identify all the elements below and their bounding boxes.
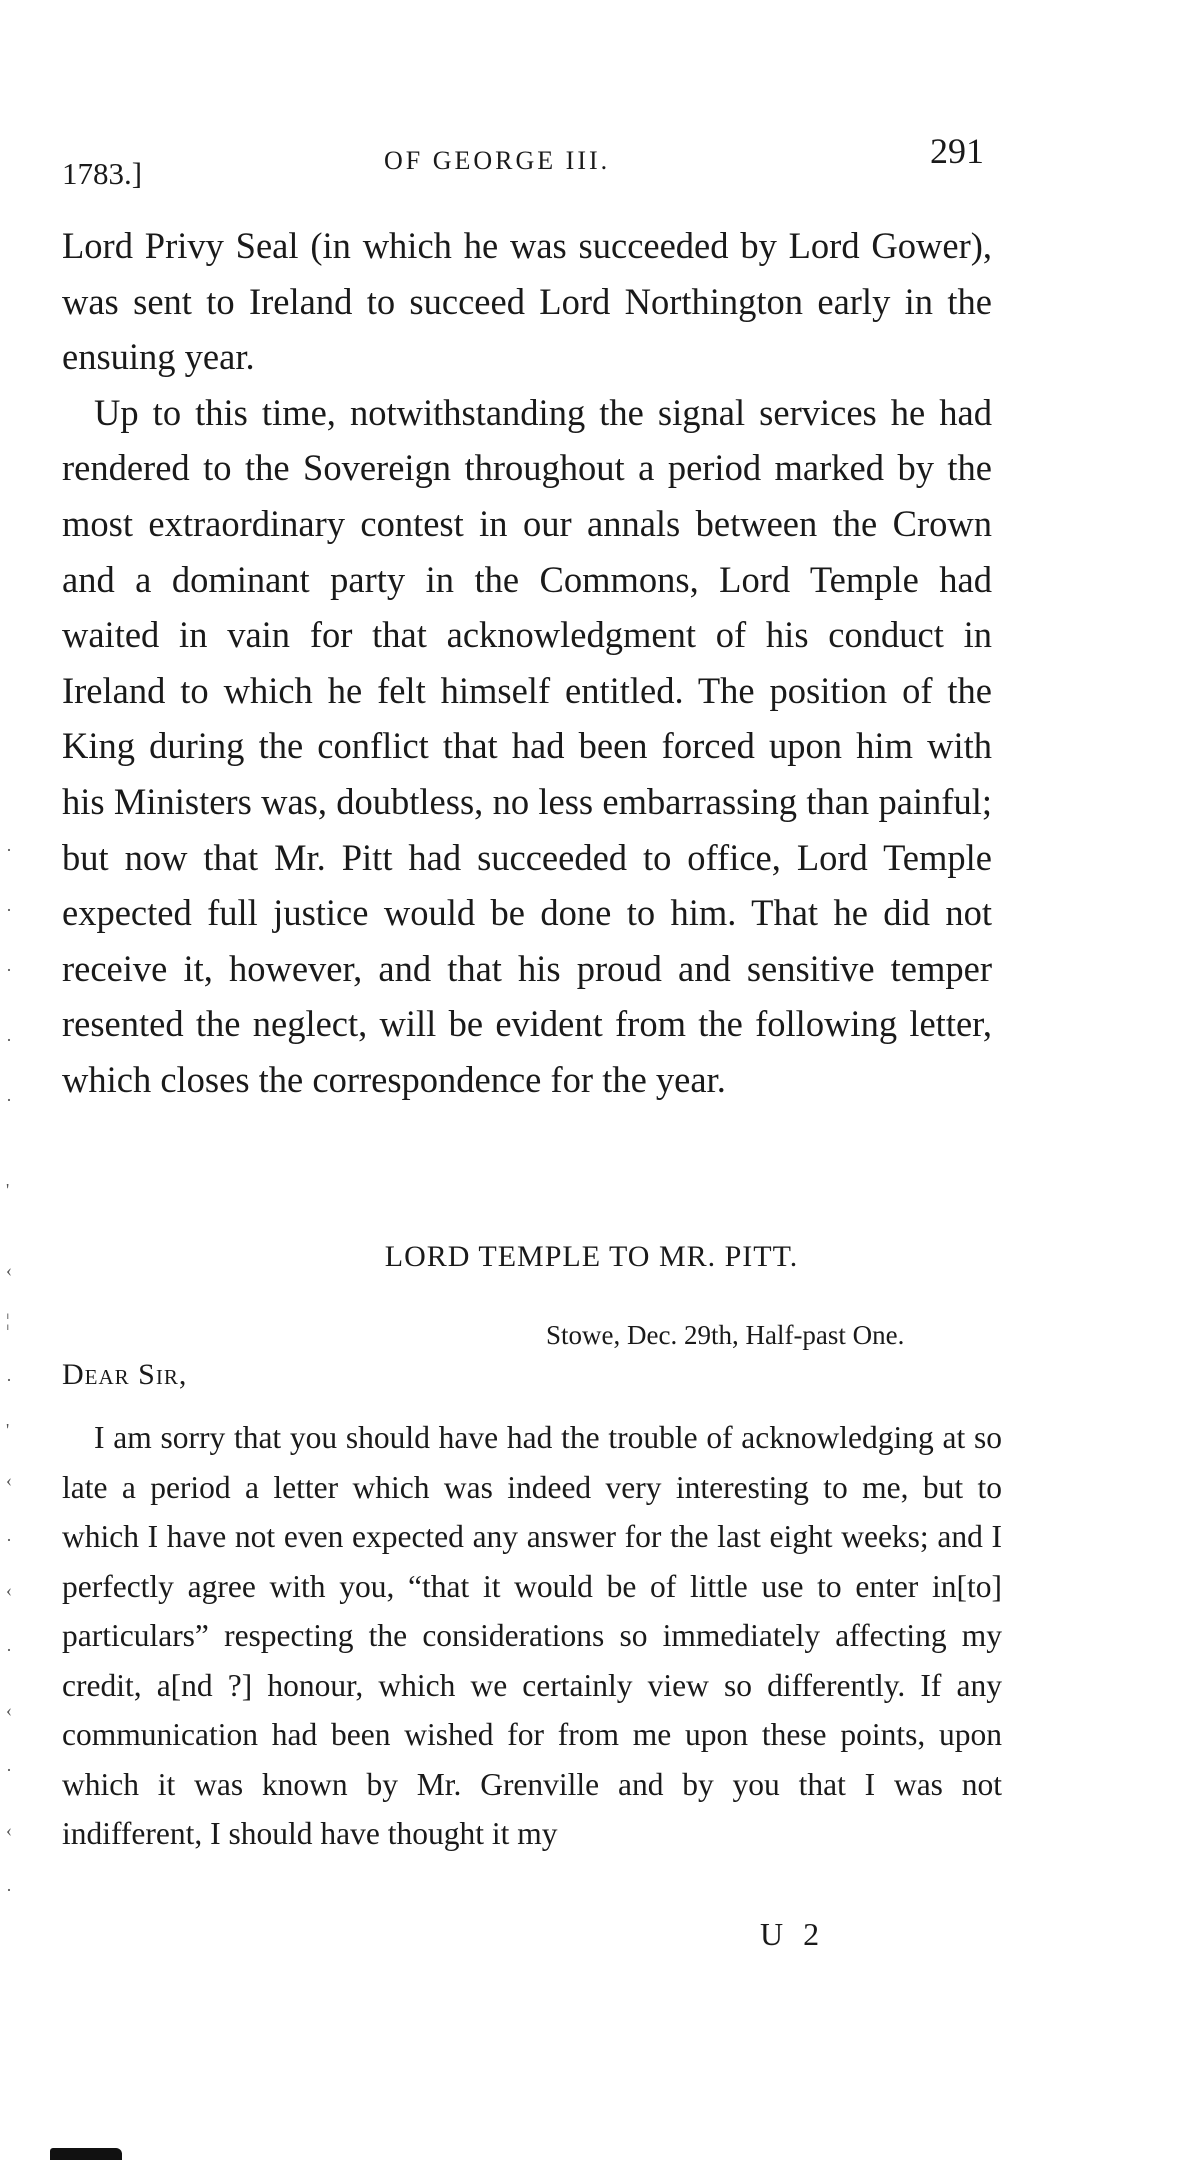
header-year: 1783.] bbox=[62, 156, 143, 191]
letter-dateline: Stowe, Dec. 29th, Half-past One. bbox=[546, 1320, 905, 1350]
letter-heading: LORD TEMPLE TO MR. PITT. bbox=[384, 1240, 799, 1273]
page-number: 291 bbox=[930, 131, 984, 171]
scan-blot bbox=[50, 2148, 122, 2160]
letter-paragraph: I am sorry that you should have had the trouble of acknowledging at so late a period a letter which was indeed very interesting to me, but to which I have not even expected any answer for the last eight weeks; and I perfectly agree with you, “that it would be of little use to enter in[to] particulars” respecting the considerations so immediately affecting my credit, a[nd ?] honour, which we certainly view so differently. If any communication had been wished for from me upon these points, upon which it was known by Mr. Grenville and by you that I was not indifferent, I should have thought it my bbox=[62, 1420, 1002, 1851]
header-title: OF GEORGE III. bbox=[384, 146, 611, 175]
paragraph: Up to this time, notwithstanding the signal services he had rendered to the Sovereign throughout a period marked by the most extraordinary contest in our annals between the Crown and a dominant party in the Commons, Lord Temple had waited in vain for that acknowledgment of his conduct in Ireland to which he felt himself entitled. The position of the King during the conflict that had been forced upon him with his Ministers was, doubtless, no less embarrassing than painful; but now that Mr. Pitt had succeeded to office, Lord Temple expected full justice would be done to him. That he did not receive it, however, and that his proud and sensitive temper resented the neglect, will be evident from the following letter, which closes the correspondence for the year. bbox=[62, 391, 992, 1100]
running-header bbox=[0, 130, 1183, 190]
paragraph-continued: Lord Privy Seal (in which he was succeeded by Lord Gower), was sent to Ireland to succeed Lord Northington early in the ensuing year. bbox=[62, 225, 992, 378]
scan-margin-artifacts: · · · · · ' ‹ ¦ · ' ‹ · ‹ · ‹ · ‹ · bbox=[6, 840, 12, 1900]
letter-body bbox=[62, 1413, 1002, 1859]
body-text bbox=[62, 218, 992, 1108]
letter-salutation: Dear Sir, bbox=[62, 1358, 188, 1391]
printer-signature-mark: U 2 bbox=[760, 1916, 826, 1952]
